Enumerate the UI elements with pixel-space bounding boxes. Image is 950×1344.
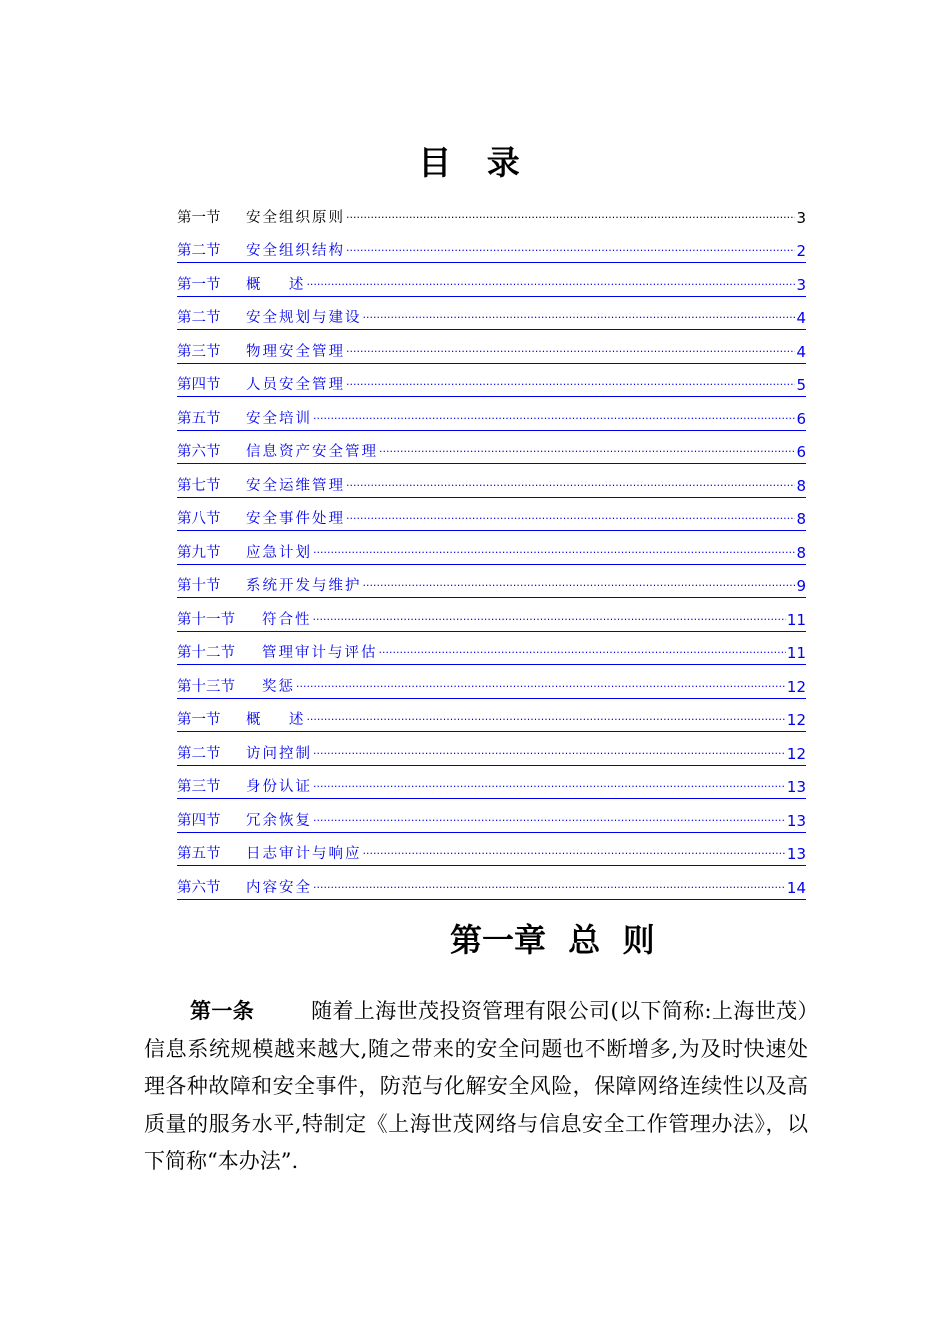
toc-page-number: 8 bbox=[796, 510, 806, 528]
toc-page-number: 3 bbox=[796, 275, 806, 294]
toc-page-number: 13 bbox=[786, 845, 806, 863]
toc-section-number: 第一节 bbox=[177, 276, 221, 293]
toc-section-title: 安全运维管理 bbox=[246, 477, 345, 494]
table-of-contents bbox=[177, 196, 806, 900]
toc-section-number: 第六节 bbox=[177, 879, 221, 896]
toc-entry[interactable] bbox=[177, 431, 806, 465]
toc-entry[interactable] bbox=[177, 665, 806, 699]
toc-entry[interactable] bbox=[177, 196, 806, 230]
toc-section-number: 第十一节 bbox=[177, 611, 235, 628]
toc-section-number: 第七节 bbox=[177, 477, 221, 494]
toc-dot-leader bbox=[306, 707, 785, 727]
toc-page-number: 8 bbox=[796, 476, 806, 495]
toc-entry[interactable] bbox=[177, 498, 806, 532]
toc-section-title: 概 述 bbox=[246, 276, 306, 293]
toc-section-number: 第六节 bbox=[177, 444, 221, 460]
toc-section-title: 信息资产安全管理 bbox=[246, 444, 378, 460]
toc-page-number: 6 bbox=[796, 443, 806, 461]
toc-section-title: 安全组织原则 bbox=[246, 209, 345, 226]
chapter-title: 第一章 总 则 bbox=[450, 921, 655, 959]
toc-page-number: 14 bbox=[786, 878, 806, 897]
toc-section-number: 第四节 bbox=[177, 377, 221, 393]
toc-section-number: 第九节 bbox=[177, 544, 221, 561]
toc-section-number: 第十节 bbox=[177, 578, 221, 594]
article-label: 第一条 bbox=[190, 999, 255, 1023]
toc-page-number: 12 bbox=[786, 711, 806, 729]
toc-entry[interactable] bbox=[177, 732, 806, 766]
toc-section-title: 安全规划与建设 bbox=[246, 310, 362, 326]
toc-page-number: 6 bbox=[796, 409, 806, 428]
toc-page-number: 3 bbox=[796, 208, 806, 227]
toc-section-title: 内容安全 bbox=[246, 879, 312, 896]
toc-page-number: 5 bbox=[796, 376, 806, 394]
toc-dot-leader bbox=[313, 540, 795, 560]
toc-entry[interactable] bbox=[177, 866, 806, 900]
toc-section-title: 冗余恢复 bbox=[246, 812, 312, 829]
toc-entry[interactable] bbox=[177, 799, 806, 833]
toc-dot-leader bbox=[346, 205, 795, 225]
toc-dot-leader bbox=[363, 305, 796, 325]
toc-dot-leader bbox=[346, 339, 795, 359]
toc-entry[interactable] bbox=[177, 565, 806, 599]
toc-dot-leader bbox=[379, 439, 795, 459]
toc-dot-leader bbox=[313, 774, 786, 794]
toc-section-number: 第十二节 bbox=[177, 645, 235, 661]
toc-entry[interactable] bbox=[177, 464, 806, 498]
toc-section-title: 概 述 bbox=[246, 712, 306, 728]
toc-section-title: 人员安全管理 bbox=[246, 377, 345, 393]
toc-page-number: 12 bbox=[786, 677, 806, 696]
toc-page-number: 9 bbox=[796, 577, 806, 595]
toc-dot-leader bbox=[313, 741, 786, 761]
toc-dot-leader bbox=[346, 372, 795, 392]
toc-section-number: 第五节 bbox=[177, 410, 221, 427]
toc-dot-leader bbox=[313, 406, 795, 426]
toc-dot-leader bbox=[306, 272, 795, 292]
toc-section-title: 身份认证 bbox=[246, 779, 312, 795]
article-text: 随着上海世茂投资管理有限公司(以下简称:上海世茂）信息系统规模越来越大,随之带来的安全问题也不断增多,为及时快速处理各种故障和安全事件，防范与化解安全风险，保障网络连续性以及高质量的服务水平,特制定《上海世茂网络与信息安全工作管理办法》，以下简称“本办法”. bbox=[144, 999, 808, 1173]
toc-section-title: 管理审计与评估 bbox=[262, 645, 378, 661]
toc-section-number: 第二节 bbox=[177, 745, 221, 762]
toc-page-number: 11 bbox=[786, 610, 806, 629]
toc-entry[interactable] bbox=[177, 598, 806, 632]
toc-dot-leader bbox=[346, 506, 795, 526]
toc-section-number: 第二节 bbox=[177, 243, 221, 259]
toc-section-title: 奖惩 bbox=[262, 678, 295, 695]
toc-dot-leader bbox=[363, 841, 786, 861]
toc-section-number: 第一节 bbox=[177, 712, 221, 728]
toc-title: 目 录 bbox=[418, 143, 532, 182]
toc-section-title: 安全事件处理 bbox=[246, 511, 345, 527]
toc-page-number: 4 bbox=[796, 342, 806, 361]
toc-entry[interactable] bbox=[177, 263, 806, 297]
toc-entry[interactable] bbox=[177, 330, 806, 364]
toc-dot-leader bbox=[313, 875, 786, 895]
toc-page-number: 12 bbox=[786, 744, 806, 763]
toc-page-number: 11 bbox=[786, 644, 806, 662]
toc-section-number: 第三节 bbox=[177, 343, 221, 360]
toc-section-number: 第十三节 bbox=[177, 678, 235, 695]
toc-entry[interactable] bbox=[177, 833, 806, 867]
toc-page-number: 4 bbox=[796, 309, 806, 327]
toc-page-number: 13 bbox=[786, 811, 806, 830]
toc-page-number: 13 bbox=[786, 778, 806, 796]
toc-entry[interactable] bbox=[177, 632, 806, 666]
toc-dot-leader bbox=[313, 808, 786, 828]
toc-section-title: 应急计划 bbox=[246, 544, 312, 561]
toc-dot-leader bbox=[363, 573, 796, 593]
toc-entry[interactable] bbox=[177, 766, 806, 800]
toc-section-title: 安全组织结构 bbox=[246, 243, 345, 259]
toc-dot-leader bbox=[379, 640, 786, 660]
toc-entry[interactable] bbox=[177, 397, 806, 431]
article-paragraph bbox=[144, 993, 808, 1181]
toc-section-number: 第一节 bbox=[177, 209, 221, 226]
toc-entry[interactable] bbox=[177, 531, 806, 565]
toc-entry[interactable] bbox=[177, 699, 806, 733]
toc-dot-leader bbox=[296, 674, 786, 694]
toc-page-number: 8 bbox=[796, 543, 806, 562]
toc-entry[interactable] bbox=[177, 364, 806, 398]
toc-section-title: 系统开发与维护 bbox=[246, 578, 362, 594]
toc-section-title: 访问控制 bbox=[246, 745, 312, 762]
toc-entry[interactable] bbox=[177, 297, 806, 331]
toc-section-title: 符合性 bbox=[262, 611, 312, 628]
toc-entry[interactable] bbox=[177, 230, 806, 264]
toc-section-title: 物理安全管理 bbox=[246, 343, 345, 360]
toc-section-title: 日志审计与响应 bbox=[246, 846, 362, 862]
toc-page-number: 2 bbox=[796, 242, 806, 260]
toc-dot-leader bbox=[346, 238, 795, 258]
toc-section-number: 第二节 bbox=[177, 310, 221, 326]
toc-section-number: 第四节 bbox=[177, 812, 221, 829]
toc-section-title: 安全培训 bbox=[246, 410, 312, 427]
toc-section-number: 第三节 bbox=[177, 779, 221, 795]
toc-dot-leader bbox=[313, 607, 786, 627]
toc-section-number: 第八节 bbox=[177, 511, 221, 527]
toc-section-number: 第五节 bbox=[177, 846, 221, 862]
toc-dot-leader bbox=[346, 473, 795, 493]
